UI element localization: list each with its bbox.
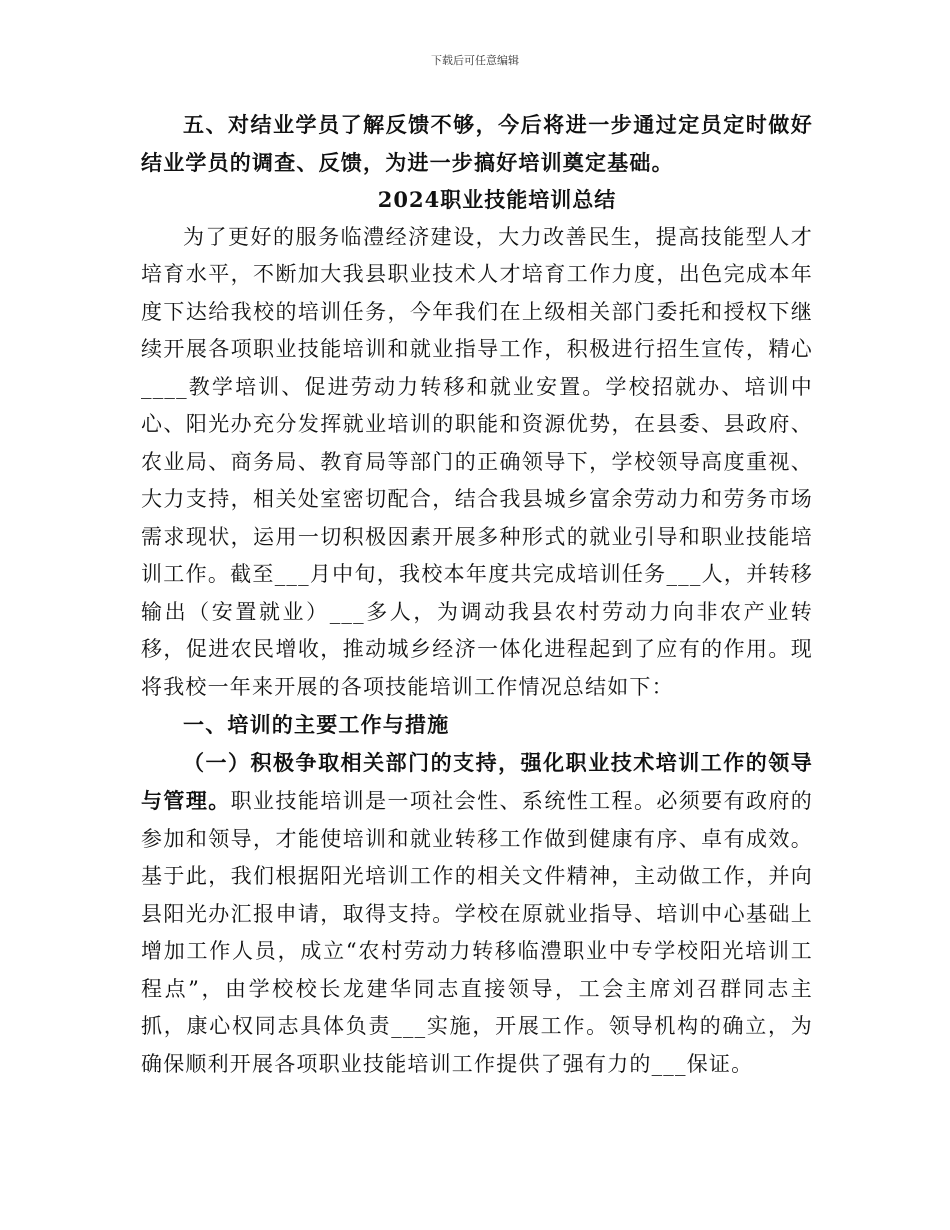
document-title: 2024职业技能培训总结	[377, 187, 617, 212]
intro-paragraph: 为了更好的服务临澧经济建设，大力改善民生，提高技能型人才培育水平，不断加大我县职业技术人才培育工作力度，出色完成本年度下达给我校的培训任务，今年我们在上级相关部门委托和授权下继续开展各项职业技能培训和就业指导工作，积极进行招生宣传，精心____教学培训、促进劳动力转移和就业安置。学校招就办、培训中心、阳光办充分发挥就业培训的职能和资源优势，在县委、县政府、农业局、商务局、教育局等部门的正确领导下，学校领导高度重视、大力支持，相关处室密切配合，结合我县城乡富余劳动力和劳务市场需求现状，运用一切积极因素开展多种形式的就业引导和职业技能培训工作。截至___月中旬，我校本年度共完成培训任务___人，并转移输出（安置就业）___多人，为调动我县农村劳动力向非农产业转移，促进农民增收，推动城乡经济一体化进程起到了应有的作用。现将我校一年来开展的各项技能培训工作情况总结如下：	[141, 224, 813, 699]
subsection-1-body: 职业技能培训是一项社会性、系统性工程。必须要有政府的参加和领导，才能使培训和就业转移工作做到健康有序、卓有成效。基于此，我们根据阳光培训工作的相关文件精神，主动做工作，并向县阳光办汇报申请，取得支持。学校在原就业指导、培训中心基础上增加工作人员，成立“农村劳动力转移临澧职业中专学校阳光培训工程点”，由学校校长龙建华同志直接领导，工会主席刘召群同志主抓，康心权同志具体负责___实施，开展工作。领导机构的确立，为确保顺利开展各项职业技能培训工作提供了强有力的___保证。	[141, 789, 813, 1076]
document-body	[141, 106, 813, 1083]
section-heading-1: 一、培训的主要工作与措施	[183, 712, 450, 737]
item-five-paragraph: 五、对结业学员了解反馈不够，今后将进一步通过定员定时做好结业学员的调查、反馈，为进一步搞好培训奠定基础。	[141, 112, 813, 175]
subsection-1-paragraph	[141, 744, 813, 1084]
page-header: 下载后可任意编辑	[431, 54, 519, 67]
subsection-1-lead: （一）积极争取相关部门的支持，强化职业技术培训工作的领导与管理。	[141, 749, 813, 813]
